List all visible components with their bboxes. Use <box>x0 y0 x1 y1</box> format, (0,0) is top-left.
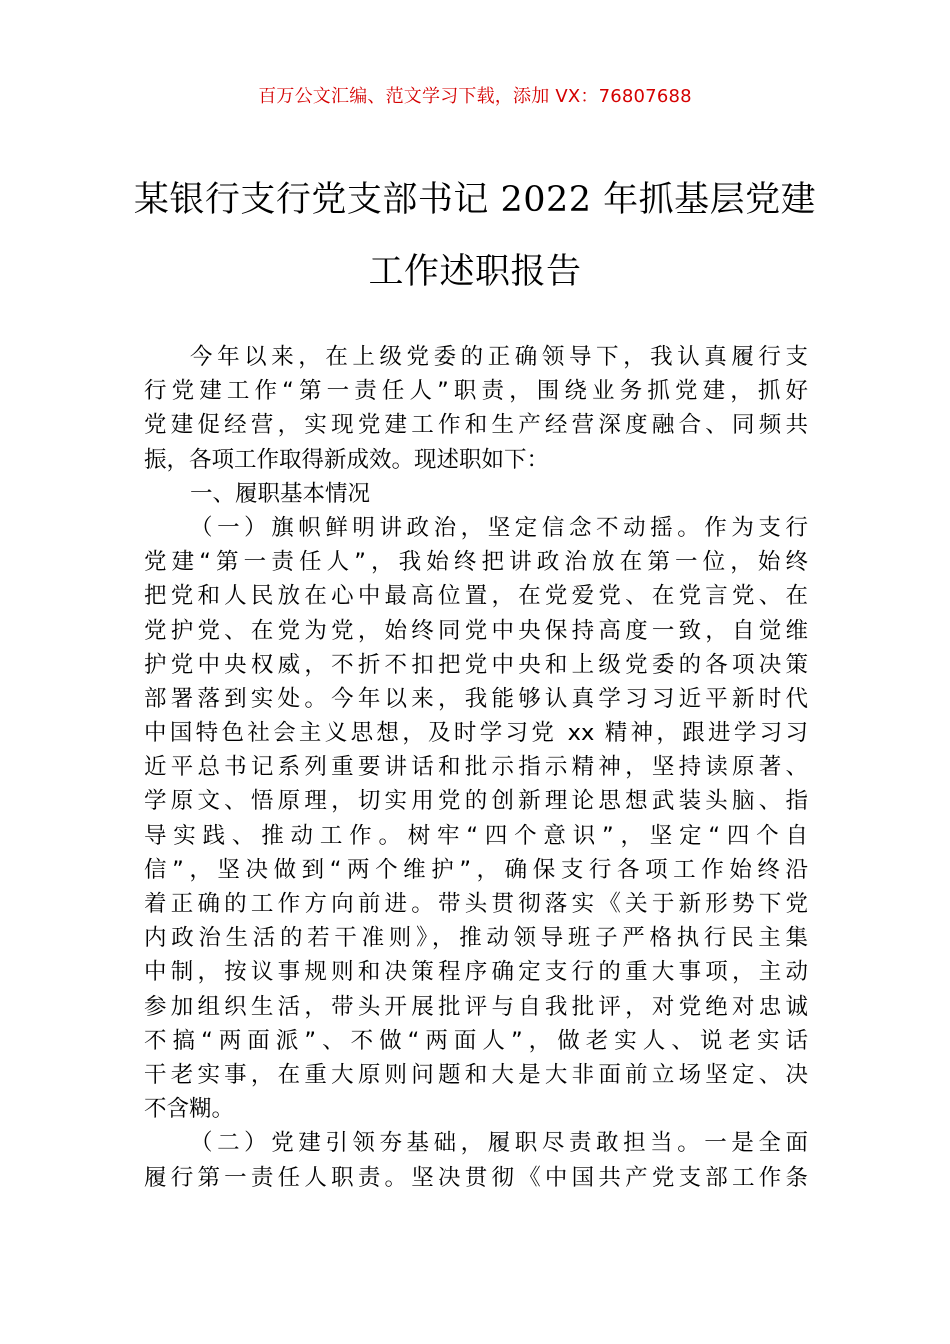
body-line: 导实践、推动工作。树牢“四个意识”，坚定“四个自 <box>144 822 808 849</box>
body-line: 中国特色社会主义思想，及时学习党 xx 精神，跟进学习习 <box>144 720 808 747</box>
watermark-text: 百万公文汇编、范文学习下载，添加 VX：76807688 <box>258 86 692 107</box>
document-title-line-1: 某银行支行党支部书记 2022 年抓基层党建 <box>133 180 817 220</box>
document-title-line-2: 工作述职报告 <box>368 252 582 292</box>
body-line: 学原文、悟原理，切实用党的创新理论思想武装头脑、指 <box>144 788 808 815</box>
body-line: 部署落到实处。今年以来，我能够认真学习习近平新时代 <box>144 685 808 712</box>
body-line: （一）旗帜鲜明讲政治，坚定信念不动摇。作为支行 <box>190 514 808 541</box>
body-line: 党建“第一责任人”，我始终把讲政治放在第一位，始终 <box>144 549 808 576</box>
body-line: 行党建工作“第一责任人”职责，围绕业务抓党建，抓好 <box>144 378 808 405</box>
body-line: 履行第一责任人职责。坚决贯彻《中国共产党支部工作条 <box>144 1164 808 1191</box>
body-line: 振，各项工作取得新成效。现述职如下： <box>144 446 550 473</box>
body-line: 不搞“两面派”、不做“两面人”，做老实人、说老实话 <box>144 1027 808 1054</box>
document-body <box>144 340 808 1195</box>
body-line: 近平总书记系列重要讲话和批示指示精神，坚持读原著、 <box>144 754 808 781</box>
body-line: 信”，坚决做到“两个维护”，确保支行各项工作始终沿 <box>144 856 808 883</box>
body-line: 参加组织生活，带头开展批评与自我批评，对党绝对忠诚 <box>144 993 808 1020</box>
body-line: 干老实事，在重大原则问题和大是大非面前立场坚定、决 <box>144 1061 808 1088</box>
body-line: （二）党建引领夯基础，履职尽责敢担当。一是全面 <box>190 1130 808 1157</box>
body-line: 党建促经营，实现党建工作和生产经营深度融合、同频共 <box>144 412 808 439</box>
body-line: 着正确的工作方向前进。带头贯彻落实《关于新形势下党 <box>144 891 808 917</box>
body-line: 不含糊。 <box>144 1096 235 1123</box>
body-line: 今年以来，在上级党委的正确领导下，我认真履行支 <box>190 344 808 370</box>
body-line: 一、履职基本情况 <box>190 480 371 507</box>
body-line: 护党中央权威，不折不扣把党中央和上级党委的各项决策 <box>144 651 808 678</box>
body-line: 把党和人民放在心中最高位置，在党爱党、在党言党、在 <box>144 583 808 610</box>
body-line: 内政治生活的若干准则》，推动领导班子严格执行民主集 <box>144 925 808 952</box>
body-line: 党护党、在党为党，始终同党中央保持高度一致，自觉维 <box>144 617 808 644</box>
body-line: 中制，按议事规则和决策程序确定支行的重大事项，主动 <box>144 959 808 986</box>
